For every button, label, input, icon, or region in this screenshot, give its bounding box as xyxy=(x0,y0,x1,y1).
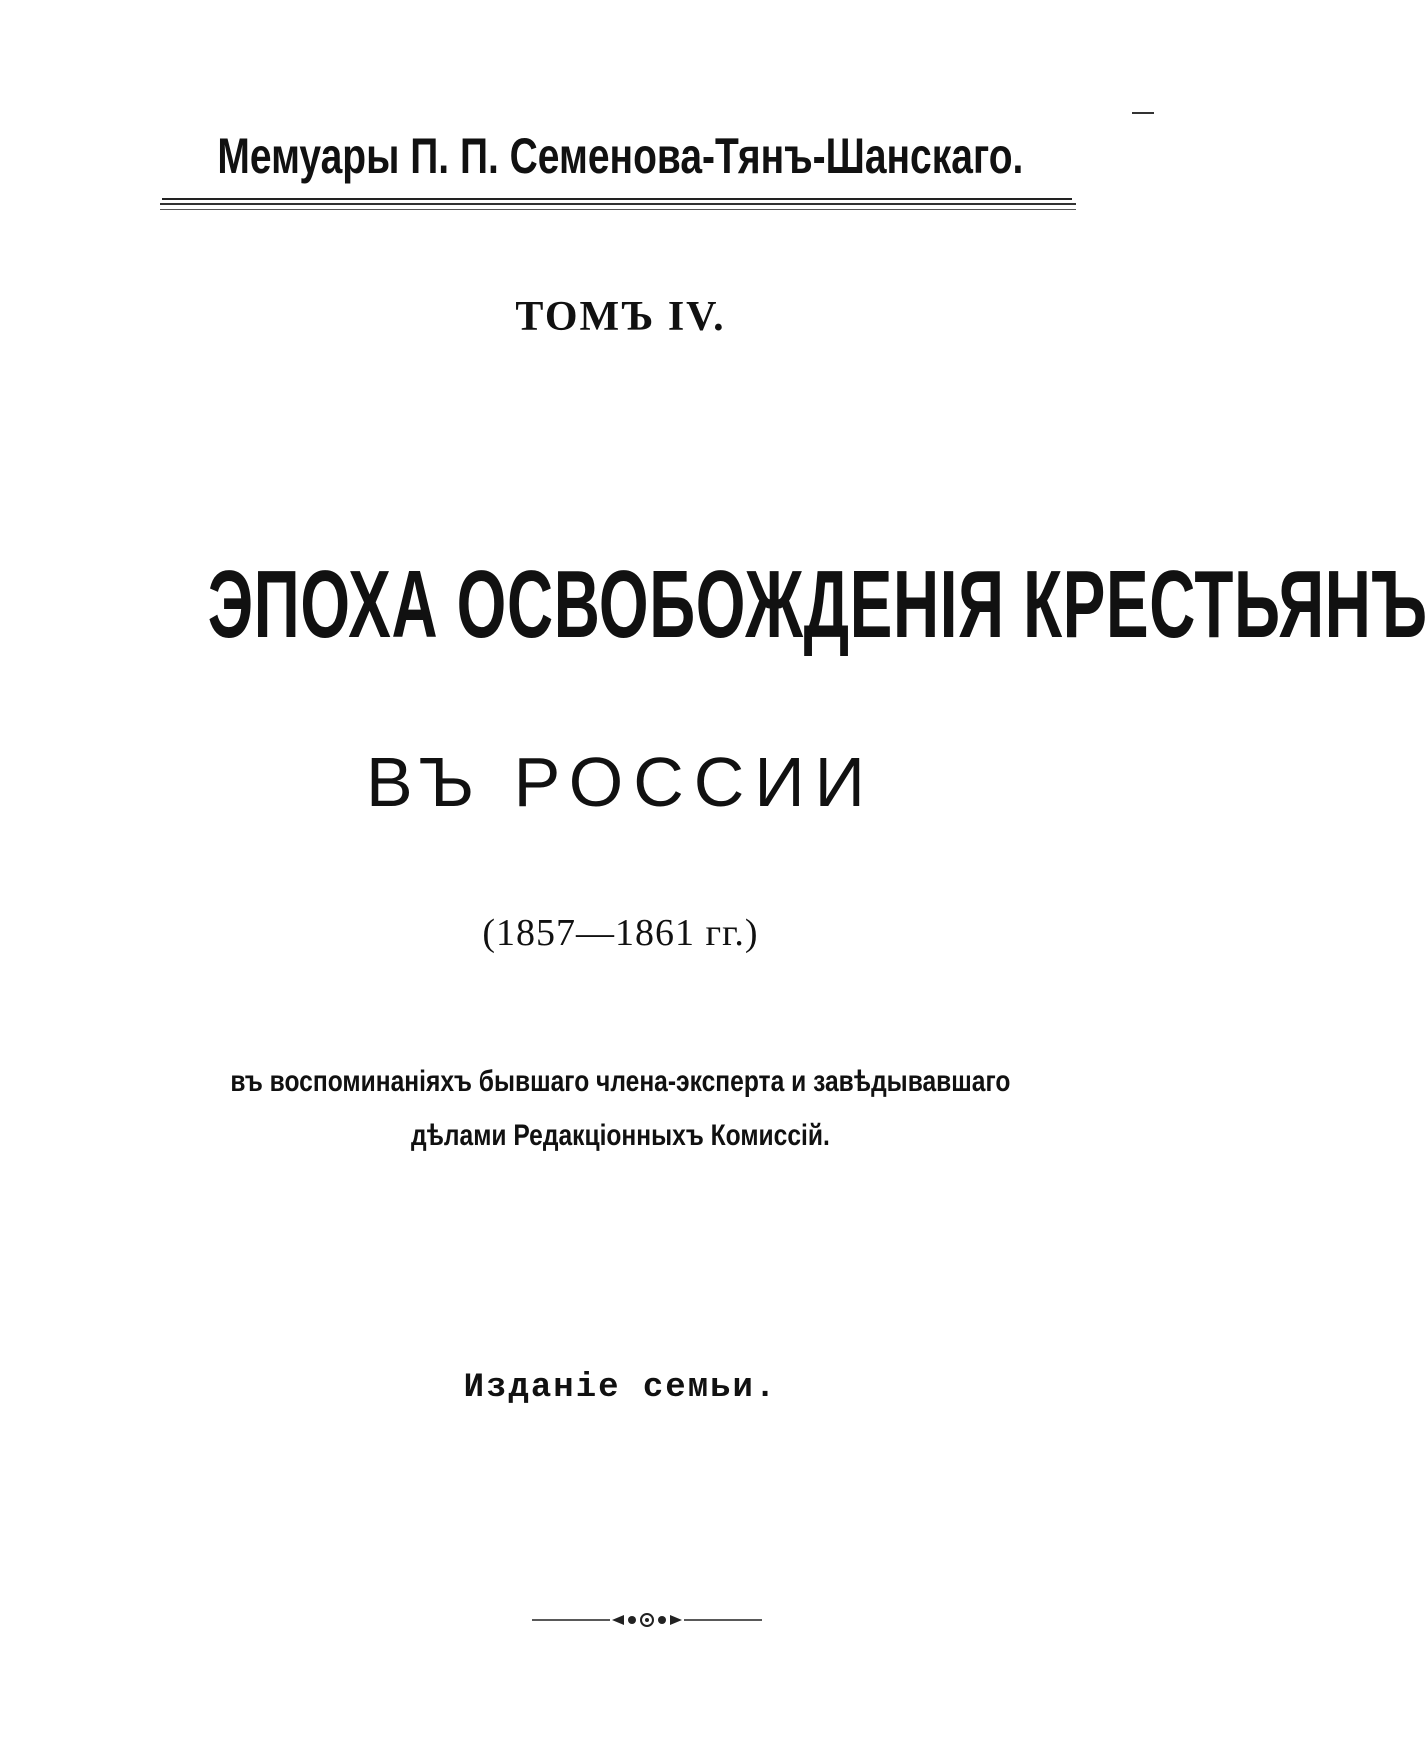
header-rule xyxy=(162,198,1072,200)
series-title: Мемуары П. П. Семенова-Тянъ-Шанскаго. xyxy=(217,128,1024,184)
ornament-divider-icon xyxy=(532,1610,762,1630)
years-range: (1857—1861 гг.) xyxy=(482,912,759,954)
sub-title: ВЪ РОССИИ xyxy=(366,743,875,821)
volume-label: ТОМЪ IV. xyxy=(515,294,726,340)
description-line-1: въ воспоминаніяхъ бывшаго члена-эксперта и завѣдывавшаго xyxy=(230,1065,1011,1098)
margin-mark xyxy=(1132,112,1154,114)
edition-note: Изданіе семьи. xyxy=(463,1369,778,1407)
description-line-2: дѣлами Редакціонныхъ Комиссій. xyxy=(411,1119,830,1152)
main-title: ЭПОХА ОСВОБОЖДЕНІЯ КРЕСТЬЯНЪ xyxy=(207,551,1428,658)
header-double-rule xyxy=(160,203,1076,210)
